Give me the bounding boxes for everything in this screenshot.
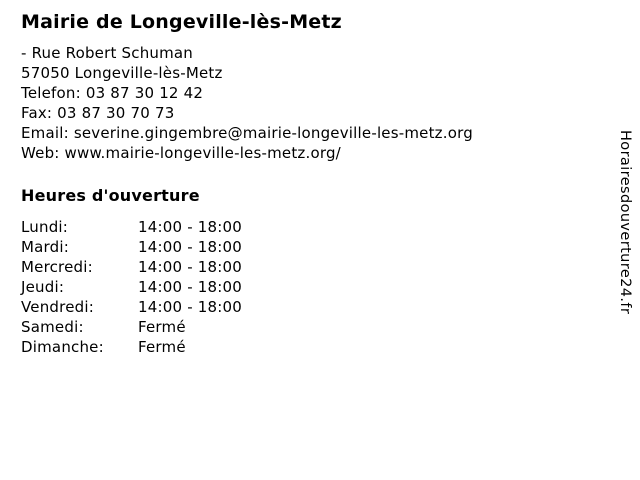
fax-line: Fax: 03 87 30 70 73 [21, 104, 175, 122]
phone-line: Telefon: 03 87 30 12 42 [21, 84, 204, 102]
hours-row-sunday [21, 337, 600, 357]
time-value: 14:00 - 18:00 [138, 258, 243, 276]
web-line: Web: www.mairie-longeville-les-metz.org/ [21, 144, 341, 162]
time-value: 14:00 - 18:00 [138, 278, 243, 296]
address-street-line: - Rue Robert Schuman [21, 44, 194, 62]
day-label: Mercredi: [21, 258, 93, 276]
hours-row-saturday [21, 317, 600, 337]
day-label: Mardi: [21, 238, 69, 256]
address-city-line: 57050 Longeville-lès-Metz [21, 64, 223, 82]
time-value: 14:00 - 18:00 [138, 218, 243, 236]
day-label: Vendredi: [21, 298, 94, 316]
time-value: 14:00 - 18:00 [138, 298, 243, 316]
page-title: Mairie de Longeville-lès-Metz [21, 11, 342, 33]
watermark-vertical-text: Horairesdouverture24.fr [617, 130, 633, 315]
time-value: 14:00 - 18:00 [138, 238, 243, 256]
day-label: Jeudi: [21, 278, 65, 296]
hours-row-monday [21, 217, 600, 237]
time-value: Fermé [138, 318, 186, 336]
time-value: Fermé [138, 338, 186, 356]
day-label: Samedi: [21, 318, 84, 336]
day-label: Dimanche: [21, 338, 104, 356]
email-line: Email: severine.gingembre@mairie-longeville-les-metz.org [21, 124, 473, 142]
hours-row-wednesday [21, 257, 600, 277]
hours-row-thursday [21, 277, 600, 297]
hours-row-friday [21, 297, 600, 317]
opening-hours-heading: Heures d'ouverture [21, 186, 200, 205]
opening-hours-table [21, 217, 600, 357]
hours-row-tuesday [21, 237, 600, 257]
contact-block [21, 43, 600, 163]
day-label: Lundi: [21, 218, 69, 236]
